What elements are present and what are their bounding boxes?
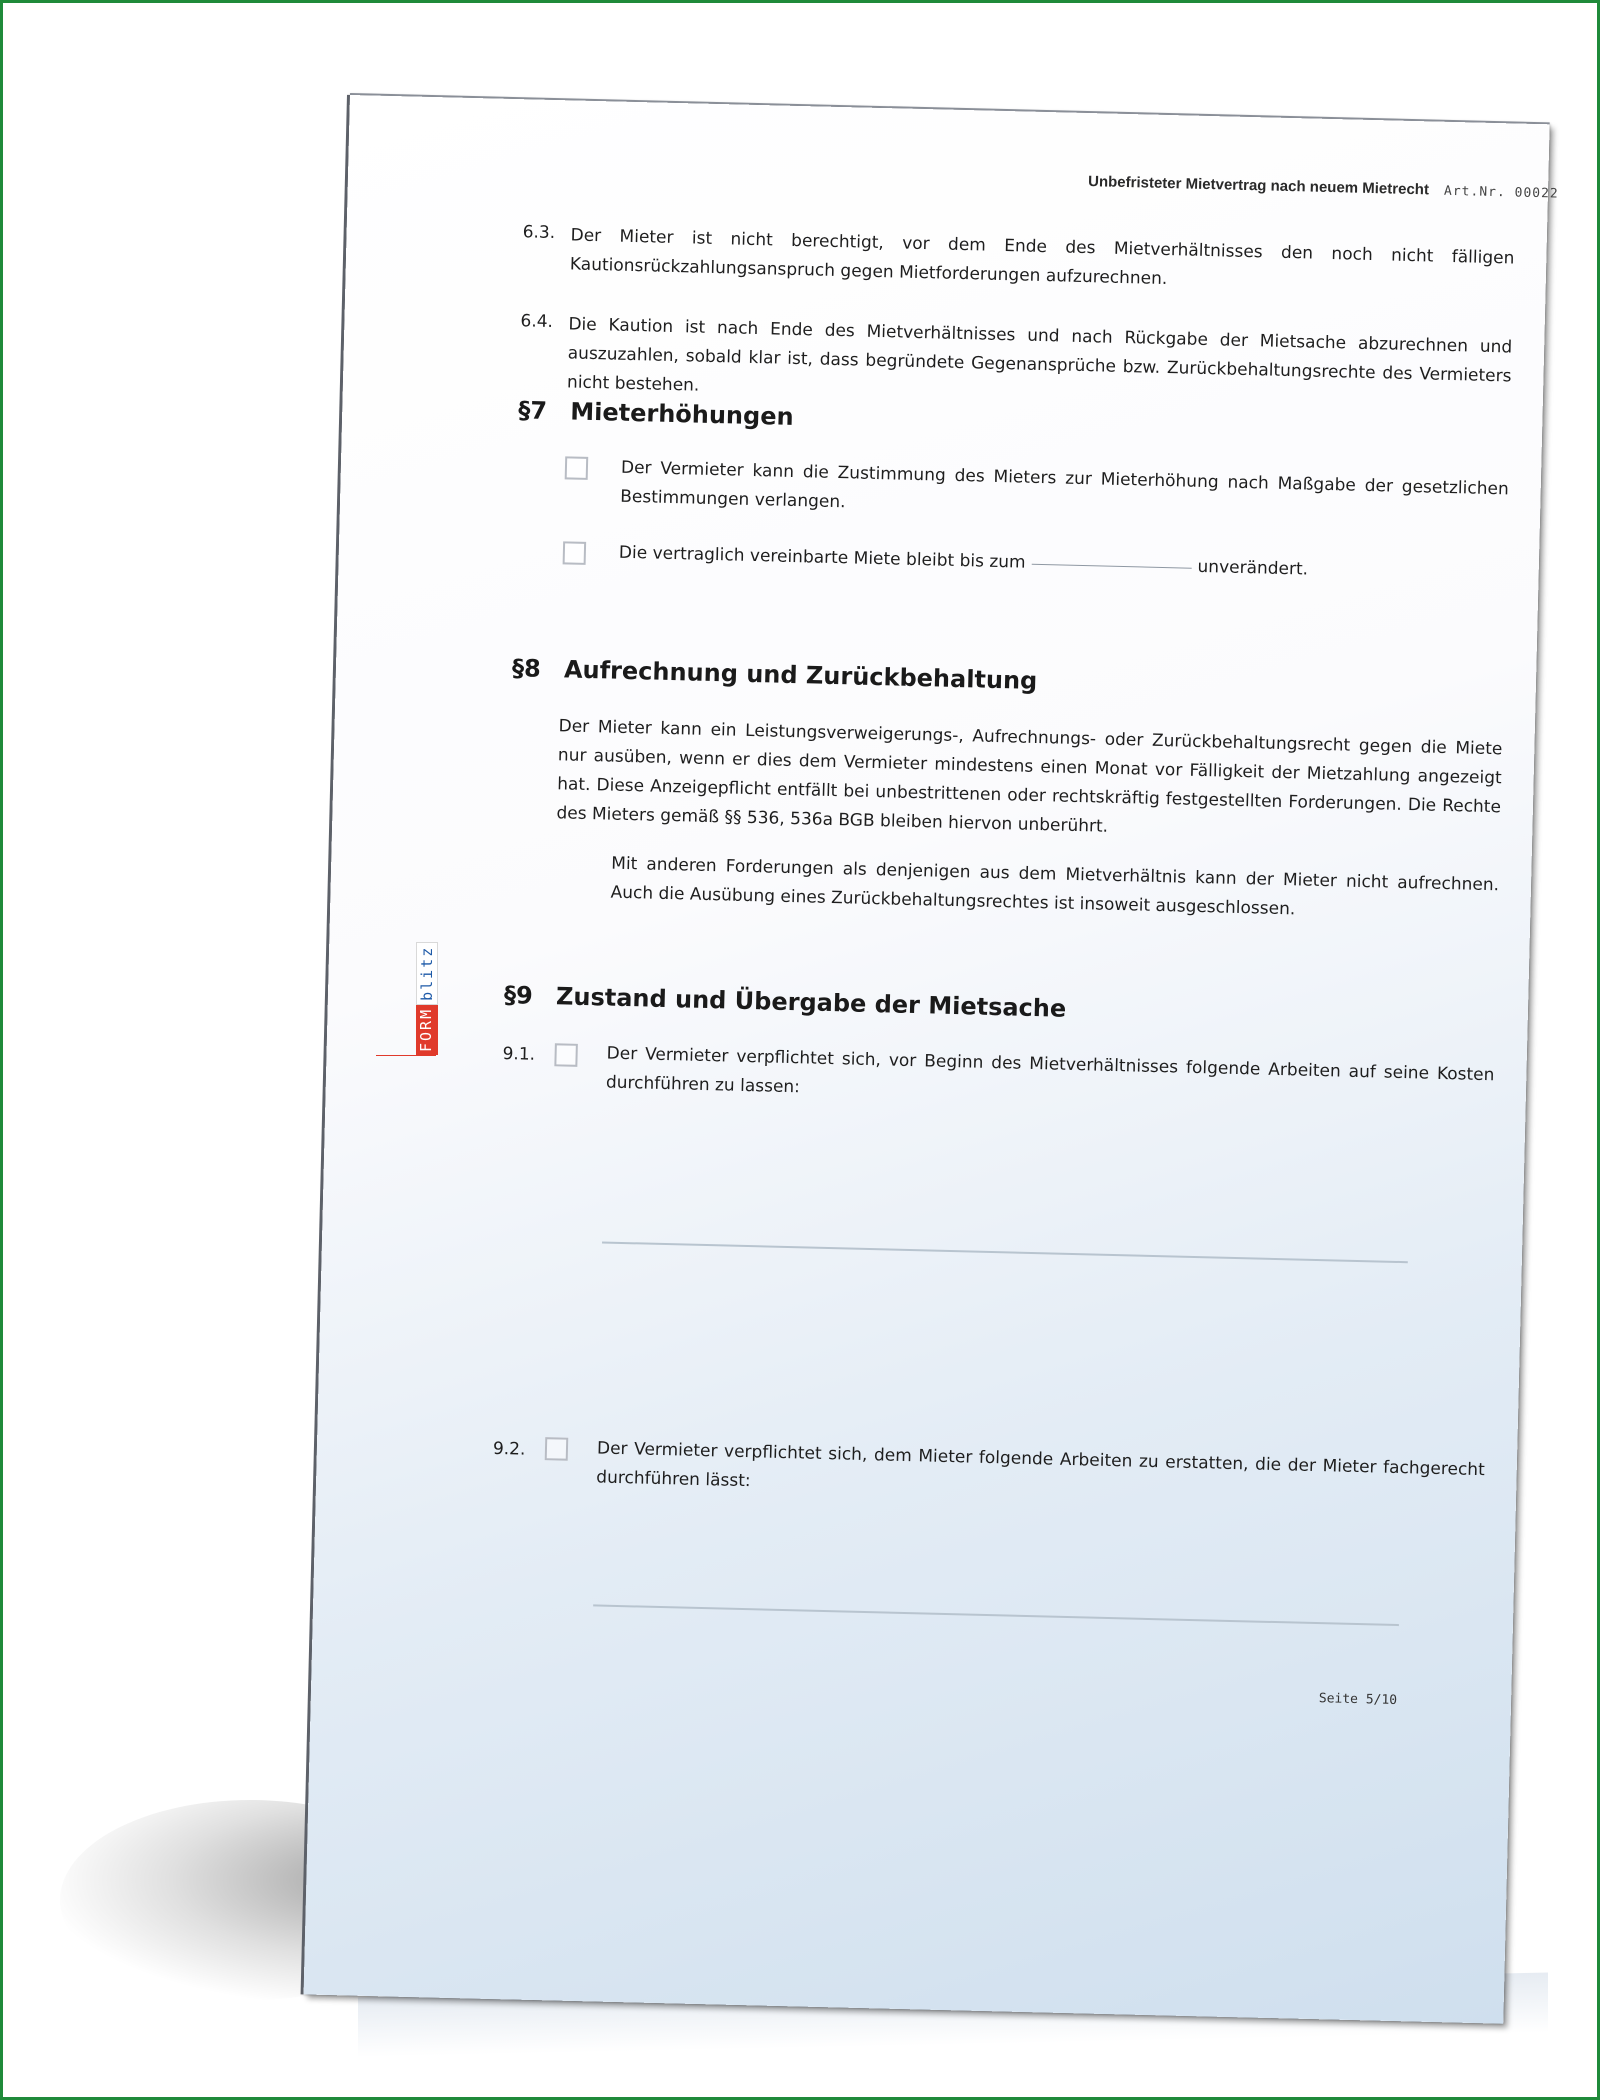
document-title: Unbefristeter Mietvertrag nach neuem Mietrecht [1087,173,1430,199]
mieterhoehung-option-2-text [619,539,1507,590]
section-8-number: §8 [511,654,542,683]
clause-9-1-text: Der Vermieter verpflichtet sich, vor Beginn des Mietverhältnisses folgende Arbeiten auf seine Kosten durchführen zu lassen: [605,1043,1495,1098]
section-9-title: Zustand und Übergabe der Mietsache [555,982,1067,1023]
formblitz-logo [416,942,438,1055]
mieterhoehung-option-2-checkbox[interactable] [563,541,587,565]
clause-number-6-3: 6.3. [522,222,556,244]
section-7-number: §7 [518,396,548,425]
option-2-text-after: unverändert. [1197,556,1309,580]
section-8-title: Aufrechnung und Zurückbehaltung [563,655,1038,695]
clause-9-2-text: Der Vermieter verpflichtet sich, dem Mieter folgende Arbeiten zu erstatten, die der Mieter fachgerecht durchführen lässt: [596,1438,1485,1492]
clause-9-2-writing-line[interactable] [593,1604,1399,1626]
clause-6-4-text: Die Kaution ist nach Ende des Mietverhältnisses und nach Rückgabe der Mietsache abzurechnen und auszuzahlen, sobald klar ist, dass begründete Gegenansprüche bzw. Zurückbehaltungsrechte des Vermieters nicht bestehen. [566,314,1513,396]
section-9-number: §9 [503,981,534,1010]
section-8-heading [512,654,1038,695]
mieterhoehung-option-1-text: Der Vermieter kann die Zustimmung des Mieters zur Mieterhöhung nach Maßgabe der gesetzlichen Bestimmungen verlangen. [620,457,1509,513]
clause-number-9-2: 9.2. [492,1438,526,1460]
section-9-heading [504,981,1067,1023]
section-8-paragraph-1: Der Mieter kann ein Leistungsverweigerungs-, Aufrechnungs- oder Zurückbehaltungsrecht gegen die Miete nur ausüben, wenn er dies dem Vermieter mindestens einen Monat vor Fälligkeit der Mietzahlung angezeigt hat. Diese Anzeigepflicht entfällt bei unbestrittenen oder rechtskräftig festgestellten Forderungen. Die Rechte des Mieters gemäß §§ 536, 536a BGB bleiben hiervon unberührt. [556,716,1503,837]
logo-accent-line [376,1055,436,1056]
page-number: Seite 5/10 [1318,1691,1398,1709]
article-number: Art.Nr. 00022 [1443,183,1559,202]
date-blank-field[interactable] [1032,564,1192,569]
option-2-text-before: Die vertraglich vereinbarte Miete bleibt bis zum [618,542,1026,573]
logo-form-text: FORM [416,1005,438,1055]
clause-9-1-checkbox[interactable] [554,1043,578,1067]
section-7-heading [518,396,794,431]
document-header [1087,171,1559,202]
section-8-paragraph-2: Mit anderen Forderungen als denjenigen aus dem Mietverhältnis kann der Mieter nicht aufrechnen. Auch die Ausübung eines Zurückbehaltungsrechtes ist insoweit ausgeschlossen. [610,853,1500,920]
mieterhoehung-option-1-checkbox[interactable] [565,456,589,480]
clause-number-6-4: 6.4. [520,311,554,333]
clause-9-2-checkbox[interactable] [545,1437,569,1461]
section-7-title: Mieterhöhungen [569,397,794,431]
clause-9-1-writing-line[interactable] [602,1242,1408,1264]
clause-6-3-text: Der Mieter ist nicht berechtigt, vor dem Ende des Mietverhältnisses den noch nicht fälligen Kautionsrückzahlungsanspruch gegen Mietforderungen aufzurechnen. [569,225,1515,290]
document-page [304,95,1559,2024]
logo-blitz-text: blitz [416,942,438,1005]
clause-number-9-1: 9.1. [502,1044,536,1065]
